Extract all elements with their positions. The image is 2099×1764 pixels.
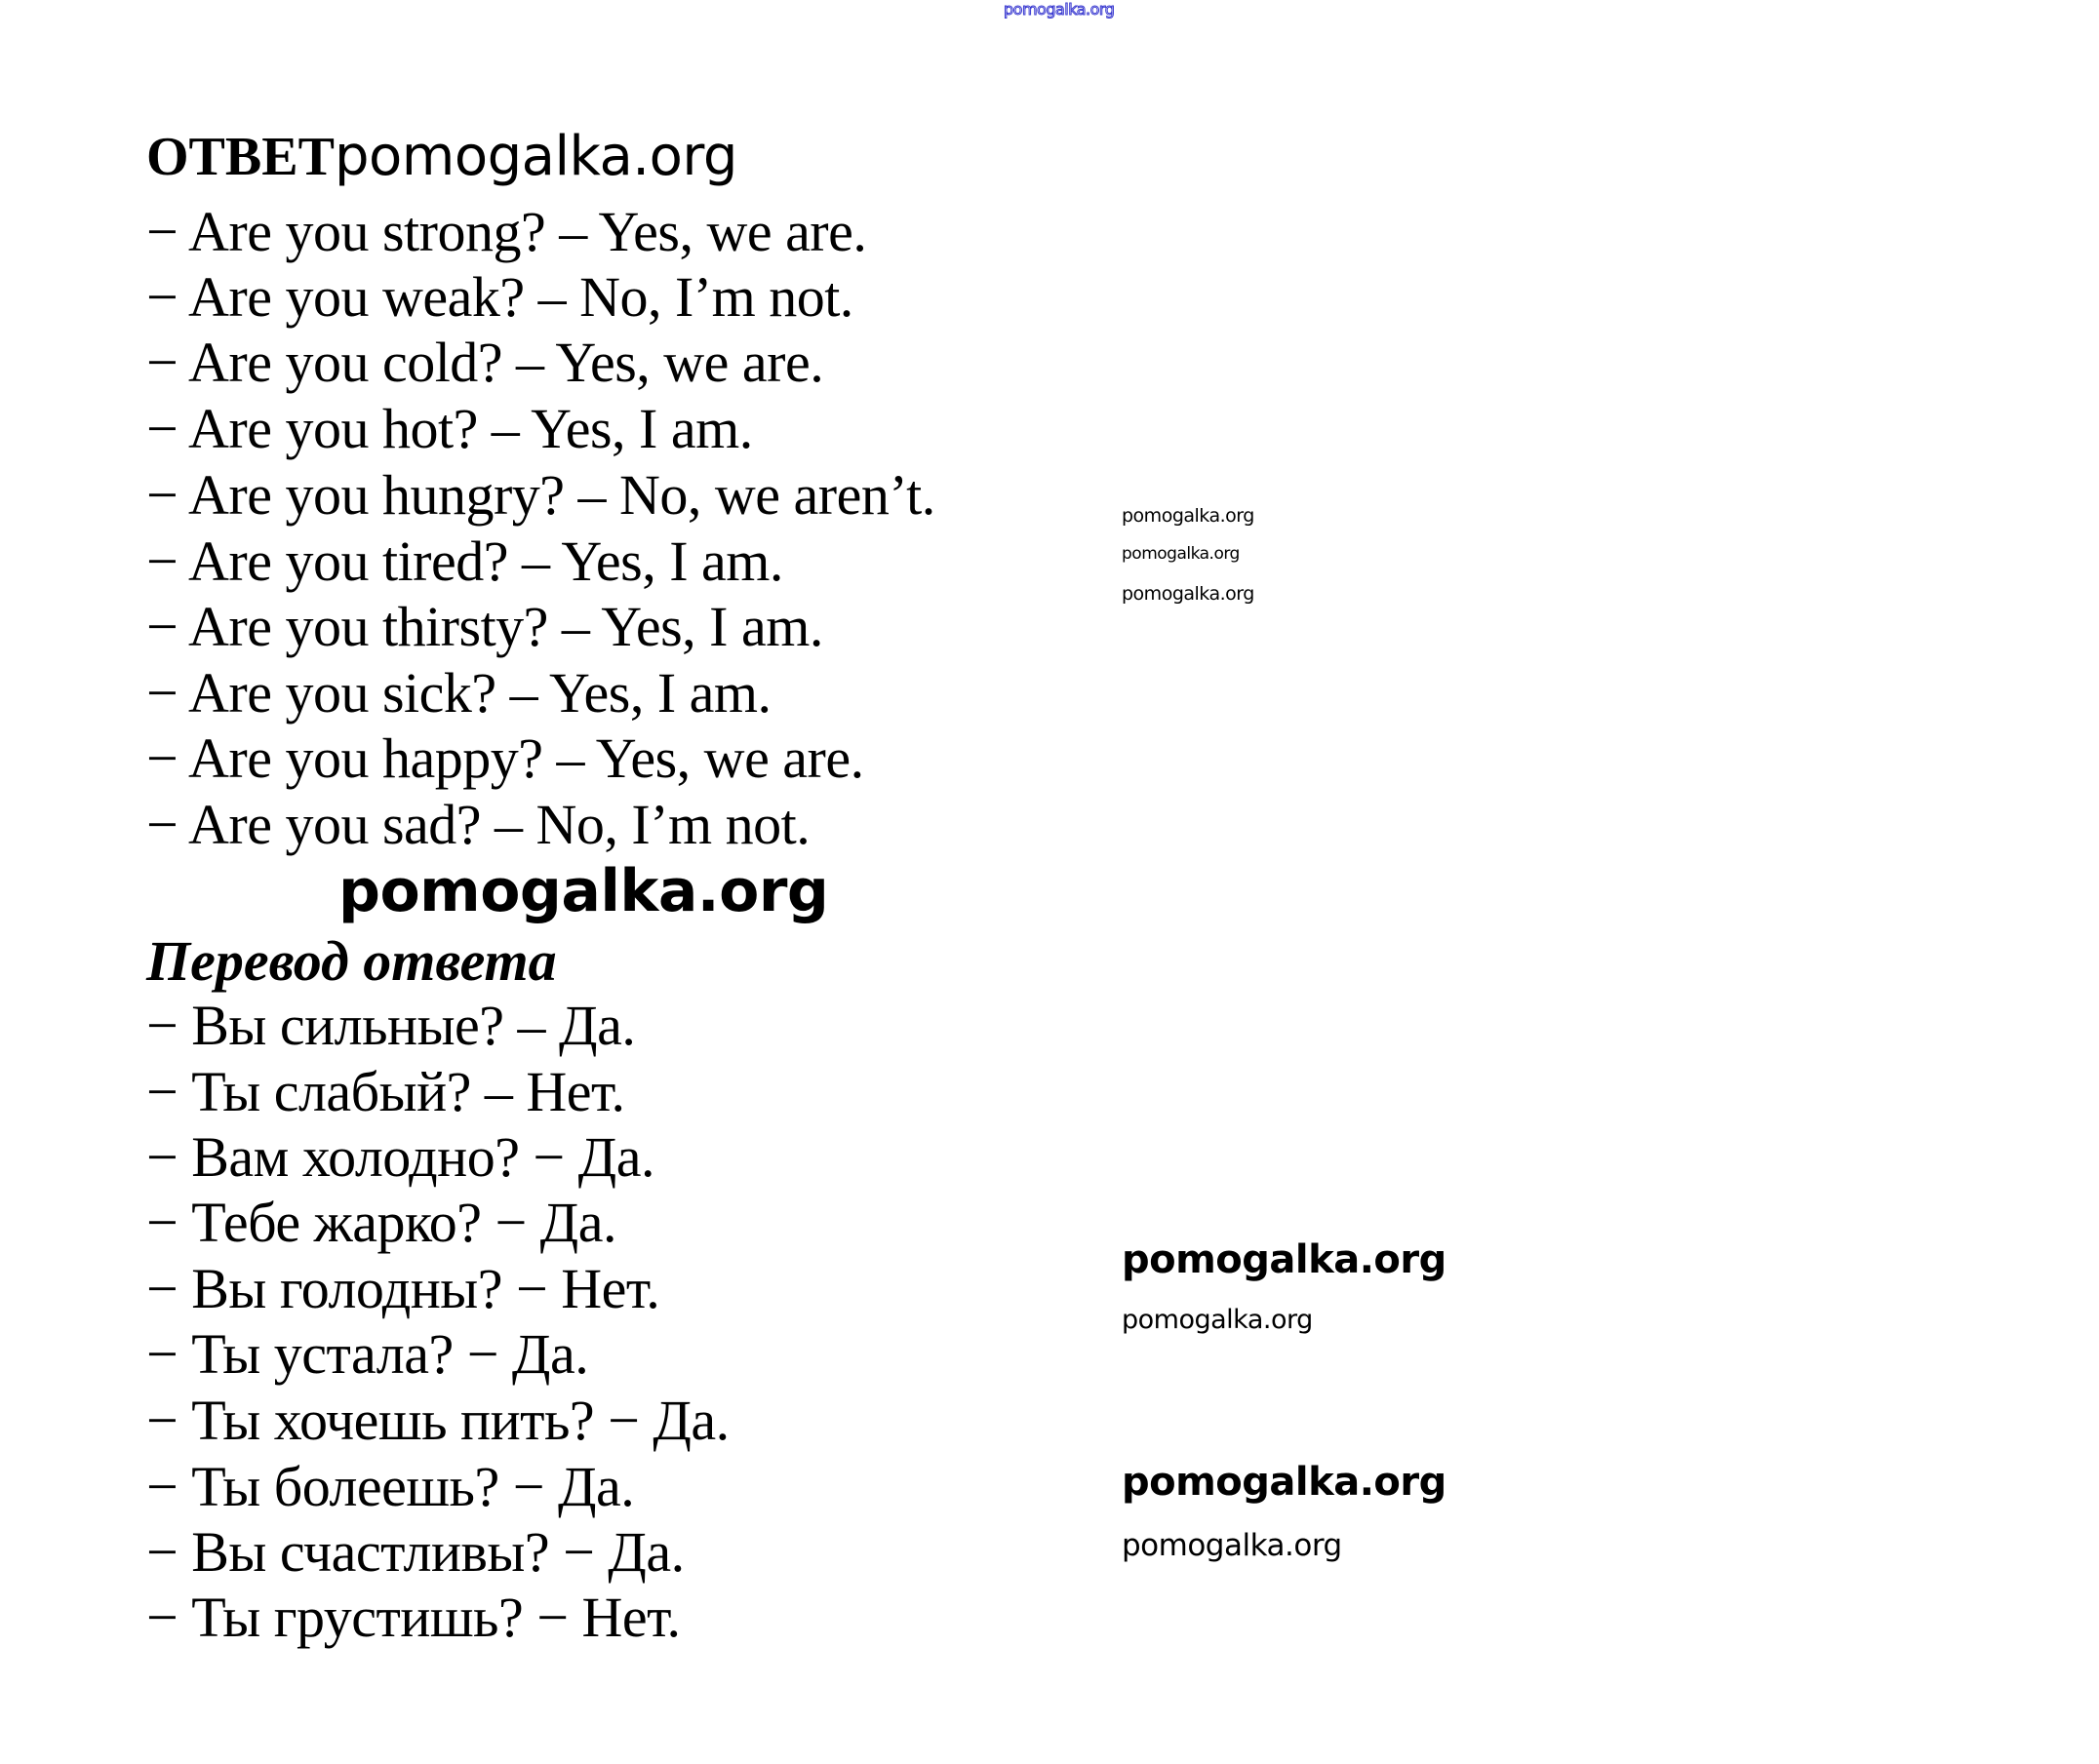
medium-watermark: pomogalka.org — [1122, 1237, 1446, 1282]
translation-heading: Перевод ответа — [146, 929, 557, 993]
large-watermark: pomogalka.org — [338, 857, 829, 925]
answer-line: − Are you weak? – No, I’m not. — [146, 265, 853, 329]
heading-watermark: pomogalka.org — [334, 125, 737, 188]
translation-line: − Вы счастливы? − Да. — [146, 1520, 685, 1584]
small-watermark: pomogalka.org — [1122, 544, 1240, 564]
top-watermark: pomogalka.org — [1004, 0, 1115, 19]
answer-line: − Are you sad? – No, I’m not. — [146, 793, 811, 856]
medium-watermark: pomogalka.org — [1122, 1305, 1313, 1335]
answer-line: − Are you happy? – Yes, we are. — [146, 726, 864, 790]
translation-line: − Вы голодны? − Нет. — [146, 1257, 660, 1320]
small-watermark: pomogalka.org — [1122, 505, 1254, 527]
translation-line: − Ты устала? − Да. — [146, 1322, 589, 1386]
answer-line: − Are you hungry? – No, we aren’t. — [146, 463, 935, 527]
answer-line: − Are you tired? – Yes, I am. — [146, 529, 783, 593]
answer-line: − Are you cold? – Yes, we are. — [146, 331, 824, 394]
translation-line: − Ты слабый? – Нет. — [146, 1060, 625, 1123]
translation-line: − Ты грустишь? − Нет. — [146, 1586, 681, 1649]
translation-line: − Тебе жарко? − Да. — [146, 1191, 616, 1254]
small-watermark: pomogalka.org — [1122, 583, 1254, 605]
translation-line: − Ты хочешь пить? − Да. — [146, 1389, 730, 1452]
answer-line: − Are you thirsty? – Yes, I am. — [146, 595, 823, 658]
medium-watermark: pomogalka.org — [1122, 1460, 1446, 1505]
translation-line: − Вы сильные? – Да. — [146, 994, 636, 1057]
translation-line: − Вам холодно? − Да. — [146, 1125, 654, 1189]
answer-heading — [146, 119, 737, 195]
answer-heading-text: ОТВЕТ — [146, 127, 335, 187]
answer-line: − Are you sick? – Yes, I am. — [146, 661, 772, 725]
answer-line: − Are you strong? – Yes, we are. — [146, 200, 867, 263]
medium-watermark: pomogalka.org — [1122, 1528, 1342, 1563]
translation-line: − Ты болеешь? − Да. — [146, 1455, 635, 1518]
answer-line: − Are you hot? – Yes, I am. — [146, 397, 753, 460]
